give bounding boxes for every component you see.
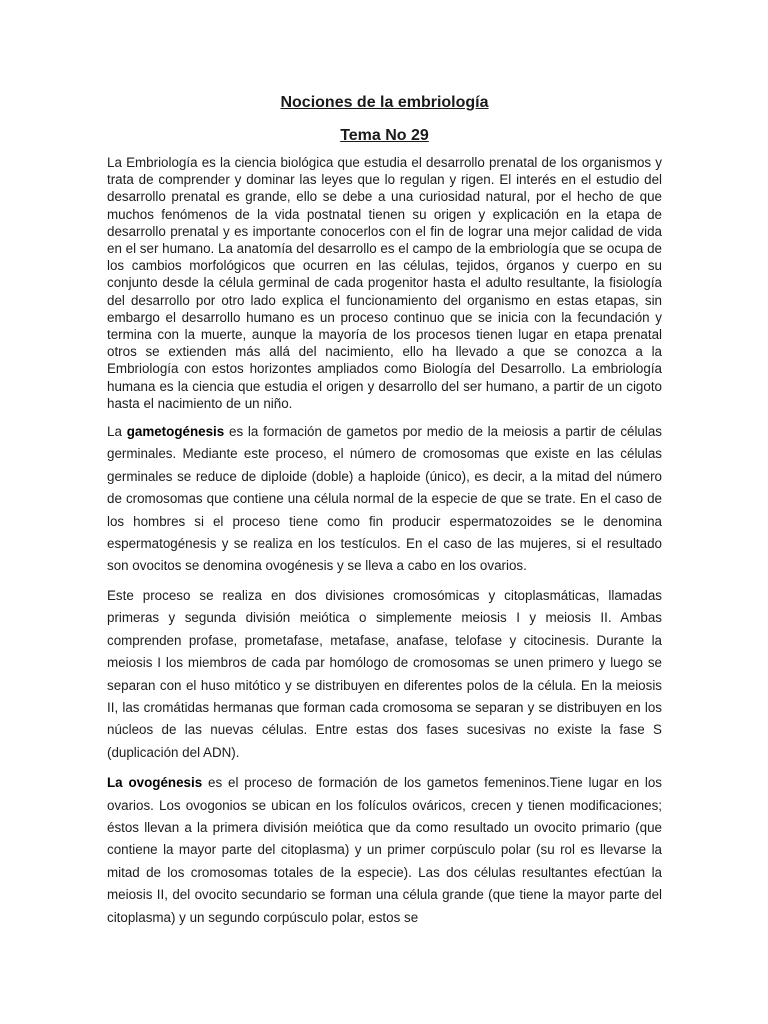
paragraph-meiosis (107, 585, 662, 764)
paragraph-text: es el proceso de formación de los gametos femeninos.Tiene lugar en los ovarios. Los ovogonios se ubican en los folículos ováricos, crecen y tienen modificaciones; éstos llevan a la primera división meiótica que da como resultado un ovocito primario (que contiene la mayor parte del citoplasma) y un primer corpúsculo polar (su rol es llevarse la mitad de los cromosomas totales de la especie). Las dos células resultantes efectúan la meiosis II, del ovocito secundario se forman una célula grande (que tiene la mayor parte del citoplasma) y un segundo corpúsculo polar, estos se (107, 775, 662, 925)
paragraph-embriologia (107, 154, 662, 412)
paragraph-text: es la formación de gametos por medio de la meiosis a partir de células germinales. Mediante este proceso, el número de cromosomas que existe en las células germinales se reduce de diploide (doble) a haploide (único), es decir, a la mitad del número de cromosomas que contiene una célula normal de la especie de que se trate. En el caso de los hombres si el proceso tiene como fin producir espermatozoides se le denomina espermatogénesis y se realiza en los testículos. En el caso de las mujeres, si el resultado son ovocitos se denomina ovogénesis y se lleva a cabo en los ovarios. (107, 424, 662, 574)
paragraph-ovogenesis (107, 772, 662, 929)
term-ovogenesis: La ovogénesis (107, 775, 203, 791)
paragraph-text: Este proceso se realiza en dos divisiones cromosómicas y citoplasmáticas, llamadas primeras y segunda división meiótica o simplemente meiosis I y meiosis II. Ambas comprenden profase, prometafase, metafase, anafase, telofase y citocinesis. Durante la meiosis I los miembros de cada par homólogo de cromosomas se unen primero y luego se separan con el huso mitótico y se distribuyen en diferentes polos de la célula. En la meiosis II, las cromátidas hermanas que forman cada cromosoma se separan y se distribuyen en los núcleos de las nuevas células. Entre estas dos fases sucesivas no existe la fase S (duplicación del ADN). (107, 587, 662, 760)
document-title: Nociones de la embriología (280, 94, 489, 111)
paragraph-text: La Embriología es la ciencia biológica que estudia el desarrollo prenatal de los organismos y trata de comprender y dominar las leyes que lo regulan y rigen. El interés en el estudio del desarrollo prenatal es grande, ello se debe a una curiosidad natural, por el hecho de que muchos fenómenos de la vida postnatal tienen su origen y explicación en la etapa de desarrollo prenatal y es importante conocerlos con el fin de lograr una mejor calidad de vida en el ser humano. La anatomía del desarrollo es el campo de la embriología que se ocupa de los cambios morfológicos que ocurren en las células, tejidos, órganos y cuerpo en su conjunto desde la célula germinal de cada progenitor hasta el adulto resultante, la fisiología del desarrollo por otro lado explica el funcionamiento del organismo en estas etapas, sin embargo el desarrollo humano es un proceso continuo que se inicia con la fecundación y termina con la muerte, aunque la mayoría de los procesos tienen lugar en etapa prenatal otros se extienden más allá del nacimiento, ello ha llevado a que se conozca a la Embriología con estos horizontes ampliados como Biología del Desarrollo. La embriología humana es la ciencia que estudia el origen y desarrollo del ser humano, a partir de un cigoto hasta el nacimiento de un niño. (107, 155, 662, 411)
document-subtitle: Tema No 29 (340, 127, 429, 144)
paragraph-prefix: La (107, 424, 127, 440)
term-gametogenesis: gametogénesis (126, 424, 225, 440)
paragraph-gametogenesis (107, 421, 662, 578)
